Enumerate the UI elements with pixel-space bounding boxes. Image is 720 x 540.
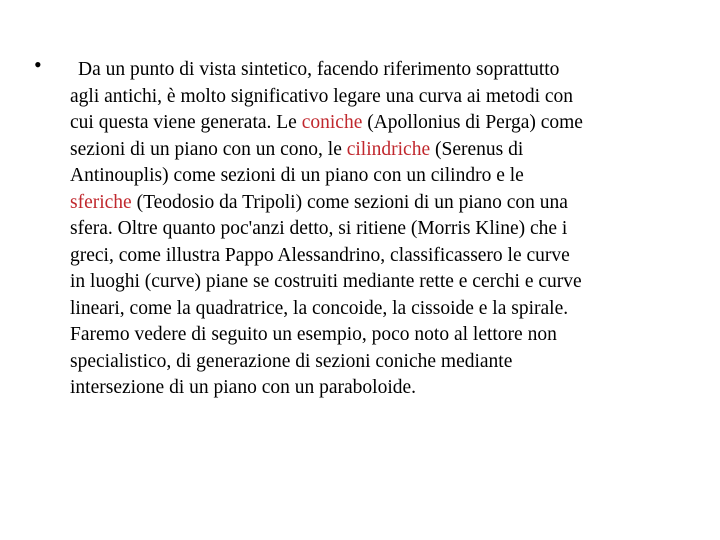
bullet-point: •	[34, 52, 42, 77]
text-line: agli antichi, è molto significativo legare una curva ai metodi con	[70, 85, 574, 107]
text-line: in luoghi (curve) piane se costruiti mediante rette e cerchi e curve	[70, 271, 582, 292]
text-segment: (Serenus di	[430, 138, 524, 160]
text-line	[70, 190, 692, 217]
text-line: sfera. Oltre quanto poc'anzi detto, si ritiene (Morris Kline) che i	[70, 218, 568, 239]
text-line: greci, come illustra Pappo Alessandrino, classificassero le curve	[70, 244, 570, 266]
text-line: Da un punto di vista sintetico, facendo riferimento soprattutto	[78, 59, 560, 80]
highlighted-term-sferiche: sferiche	[70, 191, 132, 213]
text-line: lineari, come la quadratrice, la concoide, la cissoide e la spirale.	[70, 297, 569, 319]
highlighted-term-coniche: coniche	[301, 112, 363, 133]
text-line	[70, 110, 692, 137]
highlighted-term-cilindriche: cilindriche	[346, 138, 431, 160]
text-line: intersezione di un piano con un paraboloide.	[70, 377, 417, 398]
body-paragraph	[70, 57, 692, 402]
text-segment: cui questa viene generata. Le	[70, 112, 302, 133]
text-segment: (Teodosio da Tripoli) come sezioni di un piano con una	[131, 191, 568, 213]
text-segment: sezioni di un piano con un cono, le	[70, 138, 347, 160]
text-line: Faremo vedere di seguito un esempio, poco noto al lettore non	[70, 324, 557, 345]
text-line	[70, 137, 692, 164]
text-line: Antinouplis) come sezioni di un piano con un cilindro e le	[70, 165, 524, 186]
text-segment: (Apollonius di Perga) come	[362, 112, 583, 133]
text-line: specialistico, di generazione di sezioni coniche mediante	[70, 350, 513, 372]
